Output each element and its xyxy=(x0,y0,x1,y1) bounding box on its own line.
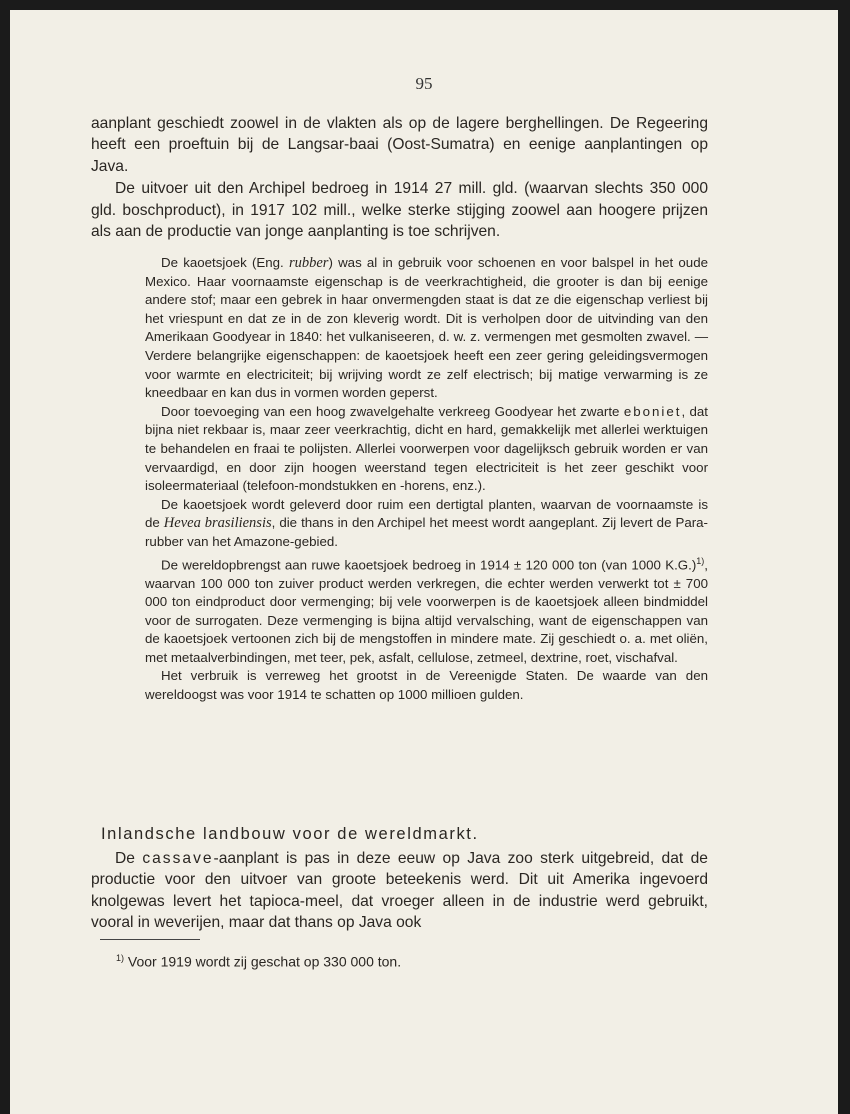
document-page xyxy=(10,10,838,1114)
footnote xyxy=(116,953,401,970)
small-paragraph: Het verbruik is verreweg het grootst in de Vereenigde Staten. De waarde van den wereldoogst was voor 1914 te schatten op 1000 millioen gulden. xyxy=(145,668,708,703)
small-print-section xyxy=(145,254,708,705)
small-paragraph: De kaoetsjoek wordt geleverd door ruim een dertigtal planten, waarvan de voornaamste is de Hevea brasiliensis, die thans in den Archipel het meest wordt aangeplant. Zij levert de Para-rubber van het Amazone-gebied. xyxy=(145,496,708,549)
paragraph: De uitvoer uit den Archipel bedroeg in 1914 27 mill. gld. (waarvan slechts 350 000 gld. boschproduct), in 1917 102 mill., welke sterke stijging zoowel aan hoogere prijzen als aan de productie van jonge aanplanting is toe schrijven. xyxy=(91,180,708,241)
small-paragraph: De kaoetsjoek (Eng. rubber) was al in gebruik voor schoenen en voor balspel in het oude Mexico. Haar voornaamste eigenschap is de veerkrachtigheid, die grooter is dan bij eenige andere stof; maar een gebrek in haar onvermengden staat is dat ze die eigenschap verliest bij het vriespunt en dat ze in de zon kleverig wordt. Dit is verholpen door de uitvinding van den Amerikaan Goodyear in 1840: het vulkaniseeren, d. w. z. vermengen met gesmolten zwavel. — Verdere belangrijke eigenschappen: de kaoetsjoek heeft een zeer gering geleidingsvermogen voor warmte en electriciteit; bij wrijving wordt ze zelf electrisch; bij matige verwarming is ze kneedbaar en kan dus in vormen worden geperst. xyxy=(145,255,708,401)
section-heading: Inlandsche landbouw voor de wereldmarkt. xyxy=(101,825,479,843)
footnote-marker: 1) xyxy=(116,953,125,963)
page-number: 95 xyxy=(415,74,433,93)
small-paragraph: Door toevoeging van een hoog zwavelgehalte verkreeg Goodyear het zwarte eboniet, dat bijna niet rekbaar is, maar zeer veerkrachtig, dicht en hard, gemakkelijk met allerlei werktuigen te behandelen en fraai te polijsten. Allerlei voorwerpen voor dagelijksch gebruik worden er van vervaardigd, en door zijn hoogen weerstand tegen electriciteit is het zeer geschikt voor isoleermateriaal (telefoon-mondstukken en -horens, enz.). xyxy=(145,403,709,494)
small-paragraph: De wereldopbrengst aan ruwe kaoetsjoek bedroeg in 1914 ± 120 000 ton (van 1000 K.G.)$^{1)}$, waarvan 100 000 ton zuiver product werden verkregen, die echter werden verwerkt tot ± 700 000 ton eindproduct door vermenging; bij vele voorwerpen is de kaoetsjoek alleen bindmiddel voor de surrogaten. Deze vermenging is bijna altijd vervalsching, want de eigenschappen van de kaoetsjoek vertoonen zich bij de mengstoffen in mindere mate. Zij geschiedt o. a. met oliën, met metaalverbindingen, met teer, pek, asfalt, cellulose, zetmeel, dextrine, roet, vischafval. xyxy=(145,555,708,665)
footnote-divider xyxy=(100,939,200,940)
footnote-ref: 1) xyxy=(696,555,705,566)
paragraph: aanplant geschiedt zoowel in de vlakten als op de lagere berghellingen. De Regeering heeft een proeftuin bij de Langsar-baai (Oost-Sumatra) en eenige aanplantingen op Java. xyxy=(91,115,708,175)
top-text xyxy=(91,113,708,243)
footnote-text: Voor 1919 wordt zij geschat op 330 000 ton. xyxy=(127,953,402,970)
paragraph: De cassave-aanplant is pas in deze eeuw op Java zoo sterk uitgebreid, dat de productie voor den uitvoer van groote beteekenis werd. Dit uit Amerika ingevoerd knolgewas levert het tapioca-meel, dat vroeger alleen in de industrie werd gebruikt, vooral in weverijen, maar dat thans op Java ook xyxy=(91,850,708,932)
bottom-text xyxy=(91,848,708,935)
